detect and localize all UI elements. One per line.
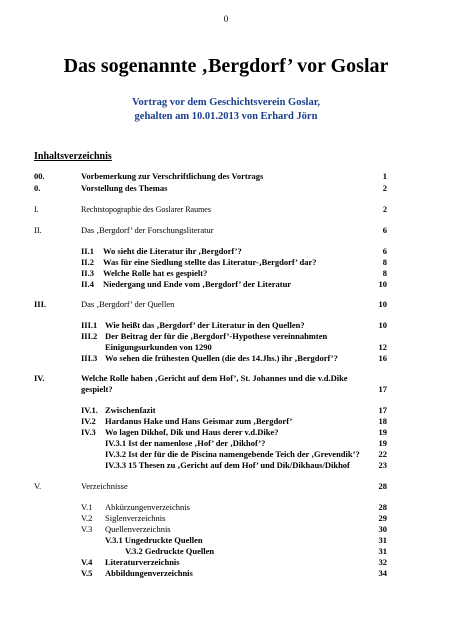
- toc-page: 28: [378, 481, 387, 491]
- toc-number: IV.2: [81, 416, 96, 426]
- toc-page: 6: [382, 225, 387, 235]
- toc-entry: [81, 438, 387, 449]
- toc-entry: [34, 373, 387, 384]
- toc-page: 29: [378, 513, 387, 523]
- toc-text: Welche Rolle haben ‚Gericht auf dem Hof’, St. Johannes und die v.d.Dike: [81, 373, 348, 383]
- toc-entry: [34, 299, 387, 310]
- toc-text: IV.3.2 Ist der für die de Piscina namengebende Teich der ‚Grevendik’?: [105, 449, 360, 459]
- toc-number: V.3: [81, 524, 93, 534]
- toc-number: V.2: [81, 513, 93, 523]
- subtitle-line-1: Vortrag vor dem Geschichtsverein Goslar,: [131, 97, 321, 108]
- toc-page: 12: [378, 342, 387, 352]
- toc-text: Verzeichnisse: [81, 481, 128, 491]
- toc-text: Was für eine Siedlung stellte das Literatur-‚Bergdorf’ dar?: [103, 257, 317, 267]
- toc-number: IV.1.: [81, 405, 98, 415]
- toc-text: Vorstellung des Themas: [81, 183, 168, 193]
- toc-text: Das ‚Bergdorf’ der Quellen: [81, 299, 175, 309]
- toc-text: V.3.2 Gedruckte Quellen: [125, 546, 215, 556]
- toc-text: Wo lagen Dikhof, Dik und Haus derer v.d.Dike?: [105, 427, 279, 437]
- toc-entry: [81, 449, 387, 460]
- subtitle-line-2: gehalten am 10.01.2013 von Erhard Jörn: [134, 111, 318, 122]
- toc-entry: [81, 524, 387, 535]
- toc-number: III.: [34, 299, 47, 309]
- toc-number: 0.: [34, 183, 41, 193]
- toc-entry: [81, 257, 387, 268]
- toc-page: 32: [378, 557, 387, 567]
- toc-entry: [81, 342, 387, 353]
- toc-text: Siglenverzeichnis: [105, 513, 166, 523]
- toc-entry: [81, 535, 387, 546]
- toc-entry: [81, 331, 387, 342]
- toc-text: IV.3.1 Ist der namenlose ‚Hof’ der ‚Dikhof’?: [105, 438, 266, 448]
- toc-number: III.3: [81, 353, 98, 363]
- toc-page: 30: [378, 524, 387, 534]
- toc-number: II.3: [81, 268, 94, 278]
- toc-text: Quellenverzeichnis: [105, 524, 171, 534]
- toc-entry: [81, 279, 387, 290]
- toc-number: II.: [34, 225, 42, 235]
- toc-text: Wie heißt das ‚Bergdorf’ der Literatur in den Quellen?: [105, 320, 305, 330]
- toc-page: 28: [378, 502, 387, 512]
- toc-text: Hardanus Hake und Hans Geismar zum ‚Bergdorf’: [105, 416, 293, 426]
- toc-text: Niedergang und Ende vom ‚Bergdorf’ der Literatur: [103, 279, 292, 289]
- toc-number: II.4: [81, 279, 94, 289]
- toc-number: V.1: [81, 502, 93, 512]
- toc-number: V.5: [81, 568, 93, 578]
- toc-text: Rechtstopographie des Goslarer Raumes: [81, 205, 211, 214]
- toc-number: II.2: [81, 257, 94, 267]
- toc-entry: [81, 557, 387, 568]
- toc-text: Einigungsurkunden von 1290: [105, 342, 212, 352]
- toc-text: Wo sehen die frühesten Quellen (die des 14.Jhs.) ihr ‚Bergdorf’?: [105, 353, 338, 363]
- toc-number: IV.: [34, 373, 45, 383]
- toc-number: II.1: [81, 246, 94, 256]
- toc-entry: [81, 546, 387, 557]
- toc-entry: [34, 171, 387, 182]
- toc-text: IV.3.3 15 Thesen zu ‚Gericht auf dem Hof’ und Dik/Dikhaus/Dikhof: [105, 460, 350, 470]
- toc-text: gespielt?: [81, 384, 113, 394]
- toc-number: 00.: [34, 171, 45, 181]
- toc-number: I.: [34, 205, 39, 214]
- toc-entry: [34, 183, 387, 194]
- toc-entry: [81, 320, 387, 331]
- toc-page: 8: [382, 268, 387, 278]
- toc-entry: [81, 416, 387, 427]
- toc-number: III.2: [81, 331, 98, 341]
- toc-number: III.1: [81, 320, 98, 330]
- toc-entry: [81, 427, 387, 438]
- toc-entry: [81, 460, 387, 471]
- toc-text: V.3.1 Ungedruckte Quellen: [105, 535, 203, 545]
- toc-text: Zwischenfazit: [105, 405, 156, 415]
- toc-page: 23: [378, 460, 387, 470]
- toc-entry: [34, 204, 387, 215]
- toc-page: 17: [378, 405, 387, 415]
- toc-entry: [81, 353, 387, 364]
- toc-page: 31: [378, 535, 387, 545]
- toc-text: Wo sieht die Literatur ihr ‚Bergdorf’?: [103, 246, 242, 256]
- toc-page: 8: [382, 257, 387, 267]
- toc-page: 16: [378, 353, 387, 363]
- toc-entry: [34, 481, 387, 492]
- toc-text: Vorbemerkung zur Verschriftlichung des Vortrags: [81, 171, 264, 181]
- toc-page: 6: [382, 246, 387, 256]
- toc-text: Das ‚Bergdorf’ der Forschungsliteratur: [81, 225, 214, 235]
- toc-page: 10: [378, 320, 387, 330]
- toc-page: 19: [378, 427, 387, 437]
- document-title: Das sogenannte ‚Bergdorf’ vor Goslar: [63, 55, 389, 77]
- toc-page: 2: [382, 183, 387, 193]
- toc-entry: [81, 502, 387, 513]
- toc-text: Der Beitrag der für die ‚Bergdorf’-Hypothese vereinnahmten: [105, 331, 328, 341]
- toc-entry: [81, 405, 387, 416]
- toc-number: V.: [34, 481, 42, 491]
- page-number: 0: [223, 14, 229, 24]
- toc-text: Abbildungenverzeichnis: [105, 568, 193, 578]
- toc-text: Abkürzungenverzeichnis: [105, 502, 190, 512]
- toc-page: 10: [378, 279, 387, 289]
- toc-page: 22: [378, 449, 387, 459]
- toc-page: 19: [378, 438, 387, 448]
- toc-number: IV.3: [81, 427, 96, 437]
- toc-page: 31: [378, 546, 387, 556]
- toc-entry: [81, 246, 387, 257]
- toc-page: 1: [382, 171, 387, 181]
- toc-page: 2: [383, 205, 387, 214]
- toc-entry: [34, 225, 387, 236]
- toc-entry: [81, 268, 387, 279]
- toc-heading: Inhaltsverzeichnis: [34, 151, 112, 162]
- toc-page: 34: [378, 568, 387, 578]
- toc-page: 10: [378, 299, 387, 309]
- toc-page: 18: [378, 416, 387, 426]
- toc-text: Literaturverzeichnis: [105, 557, 180, 567]
- toc-entry: [81, 568, 387, 579]
- toc-text: Welche Rolle hat es gespielt?: [103, 268, 208, 278]
- toc-page: 17: [378, 384, 387, 394]
- toc-entry: [34, 384, 387, 395]
- toc-entry: [81, 513, 387, 524]
- toc-number: V.4: [81, 557, 93, 567]
